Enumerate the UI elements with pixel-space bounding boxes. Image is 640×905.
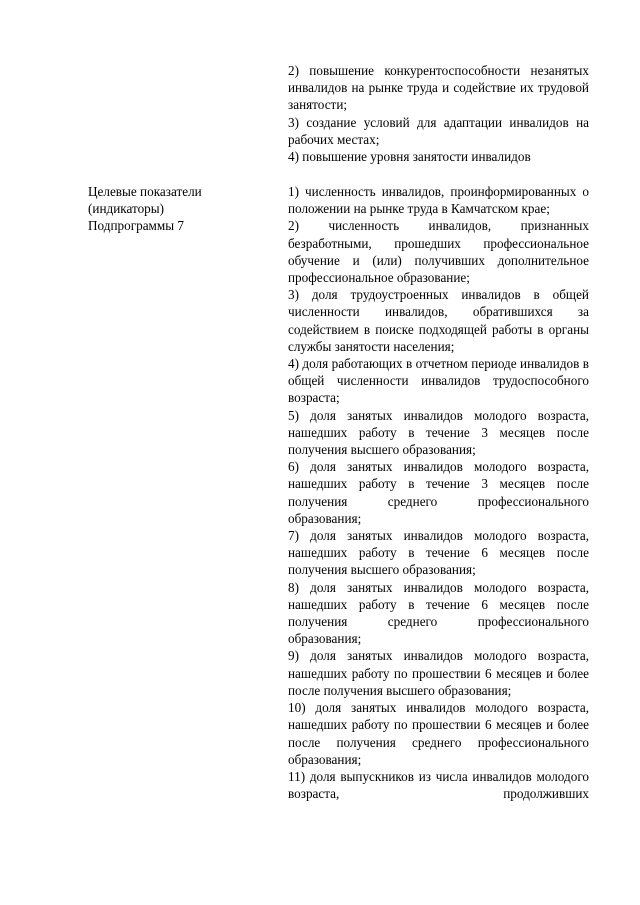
indicators-label-line: (индикаторы) bbox=[88, 201, 165, 217]
indicator-item: 1) численность инвалидов, проинформированных о положении на рынке труда в Камчатском крае; bbox=[288, 184, 589, 217]
task-item: 2) повышение конкурентоспособности незанятых инвалидов на рынке труда и содействие их трудовой занятости; bbox=[288, 63, 589, 113]
tasks-list bbox=[288, 62, 589, 165]
indicators-label-line: Целевые показатели bbox=[88, 184, 202, 199]
indicator-item: 2) численность инвалидов, признанных безработными, прошедших профессиональное обучение и (или) получивших дополнительное профессиональное образование; bbox=[288, 218, 589, 286]
task-item: 3) создание условий для адаптации инвалидов на рабочих местах; bbox=[288, 114, 589, 147]
indicator-item: 7) доля занятых инвалидов молодого возраста, нашедших работу в течение 6 месяцев после получения высшего образования; bbox=[288, 528, 589, 578]
indicator-item: 3) доля трудоустроенных инвалидов в общей численности инвалидов, обратившихся за содействием в поиске подходящей работы в органы службы занятости населения; bbox=[288, 287, 589, 354]
indicators-label-line: Подпрограммы 7 bbox=[88, 218, 184, 234]
task-item: 4) повышение уровня занятости инвалидов bbox=[288, 149, 531, 165]
indicator-item: 6) доля занятых инвалидов молодого возраста, нашедших работу в течение 3 месяцев после получения среднего профессионального образования; bbox=[288, 459, 589, 526]
indicator-item: 5) доля занятых инвалидов молодого возраста, нашедших работу в течение 3 месяцев после получения высшего образования; bbox=[288, 407, 589, 458]
indicator-item: 8) доля занятых инвалидов молодого возраста, нашедших работу в течение 6 месяцев после получения среднего профессионального образования; bbox=[288, 579, 589, 647]
indicators-label bbox=[88, 183, 268, 235]
indicators-list bbox=[288, 183, 589, 802]
indicator-item: 11) доля выпускников из числа инвалидов молодого возраста, продолживших bbox=[288, 768, 589, 802]
indicator-item: 9) доля занятых инвалидов молодого возраста, нашедших работу по прошествии 6 месяцев и более после получения высшего образования; bbox=[288, 648, 589, 698]
indicator-item: 10) доля занятых инвалидов молодого возраста, нашедших работу по прошествии 6 месяцев и более после получения среднего профессионального образования; bbox=[288, 700, 589, 767]
indicator-item: 4) доля работающих в отчетном периоде инвалидов в общей численности инвалидов трудоспособного возраста; bbox=[288, 356, 589, 406]
